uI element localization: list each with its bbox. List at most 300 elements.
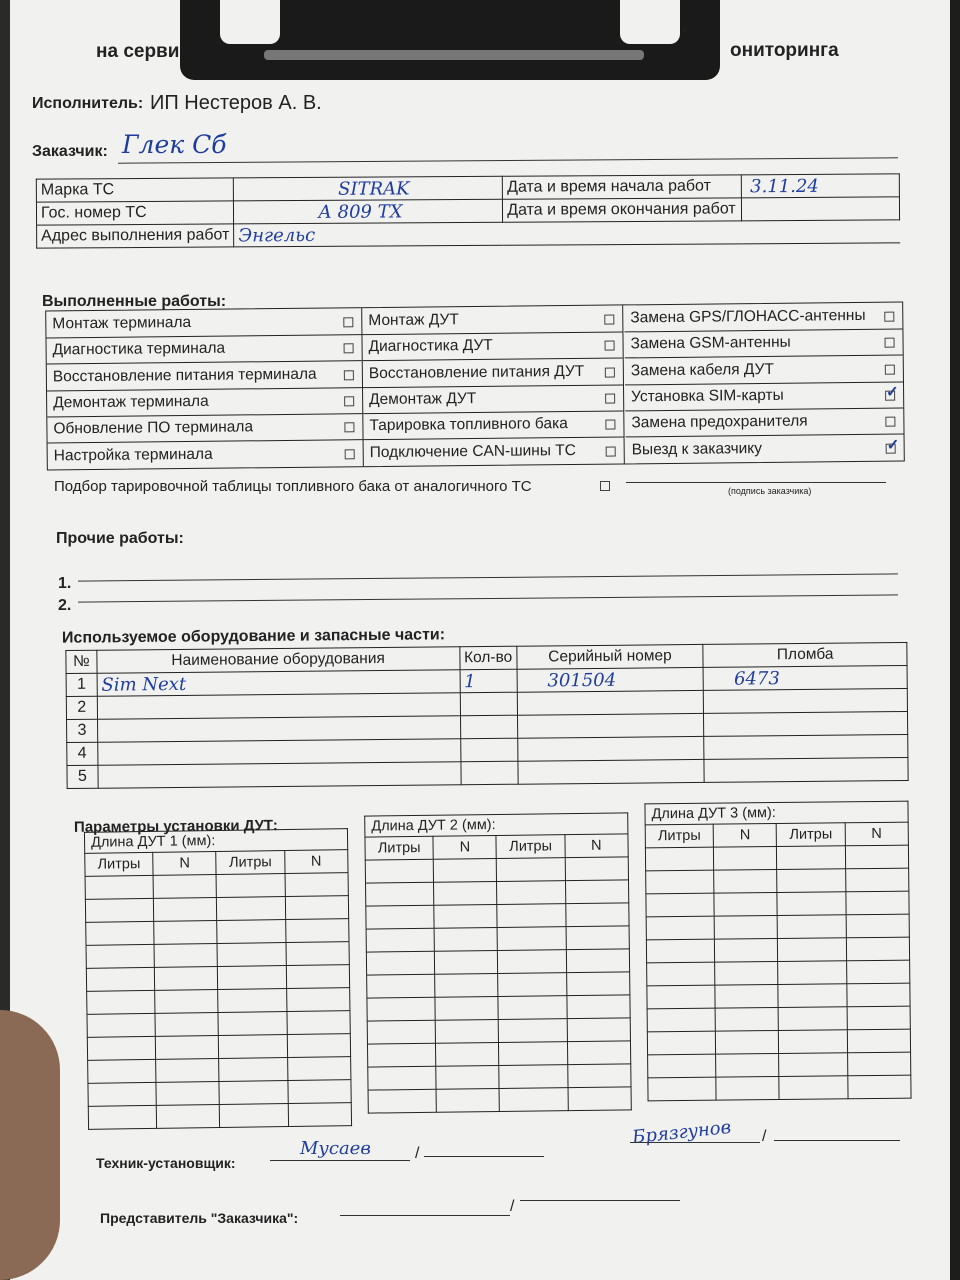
dut-title: Параметры установки ДУТ: [73,817,278,836]
equipment-cell: 1 [66,673,97,696]
dut-cell[interactable] [218,966,286,990]
work-item-checkbox[interactable] [344,396,354,406]
dut-cell[interactable] [566,949,630,973]
dut-cell[interactable] [155,1012,219,1036]
dut-cell[interactable] [846,891,910,915]
table-row [647,1029,910,1055]
work-item [362,332,622,362]
work-item-label: Установка SIM-карты [631,386,784,406]
work-item-label: Обновление ПО терминала [53,418,254,438]
work-item-label: Подключение CAN-шины ТС [369,441,577,461]
dut-cell[interactable] [367,974,435,998]
dut-table [644,801,911,1102]
works-grid [45,302,905,471]
dut-table [84,828,352,1130]
equipment-header-cell: Кол-во [459,646,516,670]
work-item-checkbox[interactable] [344,370,354,380]
work-item-checkbox[interactable] [344,422,354,432]
title-year-end: . [682,16,688,37]
dut-cell[interactable] [499,1065,567,1089]
equipment-cell[interactable] [517,713,704,738]
rep-label: Представитель "Заказчика": [100,1210,299,1226]
work-item-label: Восстановление питания терминала [52,365,317,386]
equipment-cell[interactable] [704,734,908,759]
dut-cell[interactable] [778,915,846,939]
dut-cell[interactable] [436,1088,500,1112]
table-row [366,949,629,975]
dut-header-cell: Литры [645,824,713,848]
work-item-checkbox[interactable] [344,344,354,354]
work-item-checkbox[interactable] [605,341,615,351]
table-row [367,1041,630,1067]
clip-gap-left [220,0,280,44]
dut-cell[interactable] [778,984,846,1008]
works-title: Выполненные работы: [42,293,227,310]
dut-cell[interactable] [217,920,285,944]
dut-cell[interactable] [366,928,434,952]
dut-cell[interactable] [286,988,350,1012]
equipment-cell[interactable] [460,715,517,739]
dut-cell[interactable] [155,989,219,1013]
equipment-cell[interactable]: 1 [460,669,517,693]
dut-cell[interactable] [220,1104,288,1128]
dut-cell[interactable] [714,870,778,894]
dut-cell[interactable] [565,903,629,927]
dut-cell[interactable] [645,847,713,871]
work-item-checkbox[interactable] [885,338,895,348]
table-row [648,1075,911,1101]
dut-cell[interactable] [285,896,349,920]
dut-cell[interactable] [648,1054,716,1078]
work-item [625,355,903,385]
dut-cell[interactable] [435,996,499,1020]
dut-cell[interactable] [287,1011,351,1035]
brand-value: SITRAK [234,176,503,201]
equipment-cell[interactable]: 6473 [703,665,907,690]
work-item-checkbox[interactable] [884,312,894,322]
dut-cell[interactable] [87,1036,155,1060]
dut-cell[interactable] [88,1105,156,1129]
work-item [626,434,904,463]
work-item-checkbox[interactable] [885,390,895,400]
dut-cell[interactable] [86,967,154,991]
dut-cell[interactable] [715,1007,779,1031]
rep-sign-line[interactable] [340,1215,510,1216]
dut-cell[interactable] [285,919,349,943]
dut-cell[interactable] [567,995,631,1019]
work-item-checkbox[interactable] [885,364,895,374]
title-line-2-end: ониторинга [730,40,839,61]
dut-cell[interactable] [288,1103,352,1127]
table-row [368,1087,631,1113]
dut-cell[interactable] [219,1081,287,1105]
dut-cell[interactable] [499,1019,567,1043]
dut-cell[interactable] [568,1087,632,1111]
work-item-checkbox[interactable] [605,367,615,377]
dut-cell[interactable] [218,989,286,1013]
dut-cell[interactable] [845,845,909,869]
table-row [646,914,909,940]
plate-value: А 809 ТХ [234,199,503,224]
dut-cell[interactable] [219,1035,287,1059]
tech-label: Техник-установщик: [96,1155,236,1171]
dut-cell[interactable] [647,985,715,1009]
dut-cell[interactable] [365,859,433,883]
dut-cell[interactable] [86,944,154,968]
dut-cell[interactable] [367,1043,435,1067]
dut-cell[interactable] [847,1029,911,1053]
other-line-1-num: 1. [58,575,72,592]
work-item-label: Восстановление питания ДУТ [368,362,585,382]
clipboard-clip [180,0,720,80]
table-row [648,1052,911,1078]
dut-cell[interactable] [779,1076,847,1100]
dut-cell[interactable] [85,875,153,899]
brand-label: Марка ТС [36,178,233,202]
dut-cell[interactable] [779,1007,847,1031]
equipment-cell[interactable] [704,711,908,736]
dut-cell[interactable] [567,1018,631,1042]
work-item [47,413,362,443]
dut-cell[interactable] [779,1030,847,1054]
table-row [646,868,909,894]
equipment-header-cell: Пломба [703,642,907,667]
dut-cell[interactable] [287,1057,351,1081]
end-value [742,197,900,221]
dut-cell[interactable] [777,869,845,893]
table-row [367,995,630,1021]
dut-cell[interactable] [567,1064,631,1088]
dut-cell[interactable] [497,881,565,905]
tech-slash-2: / [762,1128,767,1145]
dut-cell[interactable] [716,1053,780,1077]
equipment-cell[interactable]: 301504 [517,667,704,692]
other-line-2-num: 2. [58,597,72,614]
other-line-2[interactable] [78,594,898,602]
equipment-cell[interactable] [461,761,518,785]
work-item [624,329,902,359]
tech-signature-1: Мусаев [300,1138,371,1159]
start-value: 3.11.24 [742,174,900,198]
work-item-checkbox[interactable] [605,393,615,403]
dut-header-cell: N [153,852,217,876]
dut-cell[interactable] [646,916,714,940]
dut-cell[interactable] [154,921,218,945]
dut-cell[interactable] [434,882,498,906]
work-item [625,381,903,411]
work-item [48,440,363,469]
dut-cell[interactable] [286,965,350,989]
dut-header-cell: N [713,824,777,848]
dut-cell[interactable] [87,1013,155,1037]
dut-cell[interactable] [565,880,629,904]
table-row [367,972,630,998]
dut-cell[interactable] [779,1053,847,1077]
customer-label: Заказчик: [32,143,108,160]
work-item-label: Выезд к заказчику [631,439,763,458]
dut-cell[interactable] [436,1042,500,1066]
equipment-cell: 5 [67,765,98,788]
tech-name-line-2 [774,1140,900,1141]
tech-name-line-1 [424,1156,544,1157]
dut-cell[interactable] [156,1058,220,1082]
dut-cell[interactable] [219,1058,287,1082]
dut-cell[interactable] [715,984,779,1008]
equipment-cell: 4 [67,742,98,765]
work-item [625,408,903,438]
dut-header-cell: N [433,836,497,860]
dut-cell[interactable] [647,1008,715,1032]
dut-cell[interactable] [715,961,779,985]
dut-cell[interactable] [153,875,217,899]
clip-gap-right [620,0,680,44]
equipment-cell[interactable]: Sim Next [97,670,460,696]
equipment-cell[interactable] [517,690,704,715]
dut-cell[interactable] [499,1042,567,1066]
table-row [366,926,629,952]
equipment-cell[interactable] [704,688,908,713]
dut-cell[interactable] [716,1076,780,1100]
dut-cell[interactable] [87,990,155,1014]
tech-sign-line-2 [630,1142,760,1143]
dut-cell[interactable] [217,943,285,967]
dut-cell[interactable] [217,897,285,921]
work-item-label: Замена предохранителя [631,412,808,432]
work-item-label: Монтаж терминала [52,313,192,333]
dut-cell[interactable] [88,1059,156,1083]
equipment-cell[interactable] [98,762,461,788]
table-row [646,937,909,963]
dut-cell[interactable] [498,973,566,997]
work-item-checkbox[interactable] [605,420,615,430]
dut-cell[interactable] [497,904,565,928]
thumb [0,1010,60,1280]
other-works-title: Прочие работы: [56,530,184,547]
equipment-cell[interactable] [460,738,517,762]
rep-name-line[interactable] [520,1200,680,1201]
dut-header-cell: N [284,850,348,874]
dut-table-title: Длина ДУТ 3 (мм): [644,801,908,825]
equipment-header-cell: Серийный номер [517,644,704,669]
equipment-cell[interactable] [97,716,460,742]
dut-cell[interactable] [368,1089,436,1113]
dut-cell[interactable] [567,1041,631,1065]
work-item-label: Демонтаж терминала [53,392,209,412]
dut-cell[interactable] [778,938,846,962]
dut-cell[interactable] [846,983,910,1007]
table-row [366,880,629,906]
dut-cell[interactable] [846,914,910,938]
dut-cell[interactable] [156,1104,220,1128]
dut-cell[interactable] [498,950,566,974]
dut-header-cell: Литры [496,835,564,859]
table-row [647,983,910,1009]
work-item-label: Настройка терминала [53,445,213,464]
work-item [363,384,623,414]
end-label: Дата и время окончания работ [503,198,742,222]
work-item [363,411,623,441]
rep-slash: / [510,1198,515,1215]
dut-header-cell: Литры [365,836,433,860]
dut-cell[interactable] [714,893,778,917]
dut-cell[interactable] [435,973,499,997]
dut-table-title: Длина ДУТ 2 (мм): [364,812,628,836]
table-row [368,1064,631,1090]
extra-work-checkbox[interactable] [600,481,610,491]
work-item-checkbox[interactable] [343,317,353,327]
dut-cell[interactable] [646,939,714,963]
dut-cell[interactable] [434,905,498,929]
executor-value: ИП Нестеров А. В. [150,92,322,114]
dut-cell[interactable] [154,944,218,968]
dut-cell[interactable] [714,916,778,940]
dut-cell[interactable] [845,868,909,892]
dut-cell[interactable] [156,1081,220,1105]
work-item [47,387,362,417]
work-order-sheet [10,0,950,1280]
equipment-header-cell: Наименование оборудования [97,647,460,673]
work-item-label: Замена кабеля ДУТ [630,360,774,379]
work-item [363,358,623,388]
table-row [645,845,908,871]
dut-header-cell: Литры [777,823,845,847]
dut-cell[interactable] [155,1035,219,1059]
dut-cell[interactable] [287,1034,351,1058]
address-label: Адрес выполнения работ [37,224,234,248]
dut-cell[interactable] [435,1019,499,1043]
equipment-table [65,642,908,789]
work-item-checkbox[interactable] [606,446,616,456]
dut-cell[interactable] [846,960,910,984]
dut-cell[interactable] [648,1077,716,1101]
equipment-cell: 3 [67,719,98,742]
dut-cell[interactable] [434,951,498,975]
dut-cell[interactable] [367,997,435,1021]
signature-caption: (подпись заказчика) [728,486,812,496]
dut-cell[interactable] [86,921,154,945]
dut-cell[interactable] [434,928,498,952]
dut-cell[interactable] [85,898,153,922]
dut-cell[interactable] [498,927,566,951]
dut-cell[interactable] [847,1052,911,1076]
other-line-1[interactable] [78,573,898,581]
dut-cell[interactable] [847,1006,911,1030]
work-item [46,334,361,364]
work-item-label: Демонтаж ДУТ [369,389,477,408]
work-item-checkbox[interactable] [886,443,896,453]
table-row [88,1103,351,1130]
dut-cell[interactable] [778,961,846,985]
work-item-label: Тарировка топливного бака [369,415,568,435]
address-value: Энгельс [234,220,900,247]
work-item-checkbox[interactable] [885,417,895,427]
equipment-cell[interactable] [460,692,517,716]
table-row [367,1018,630,1044]
dut-cell[interactable] [154,967,218,991]
dut-cell[interactable] [285,873,349,897]
work-item-label: Замена GSM-антенны [630,333,791,353]
dut-cell[interactable] [777,846,845,870]
equipment-cell[interactable] [704,757,908,782]
work-item-checkbox[interactable] [345,449,355,459]
dut-cell[interactable] [154,898,218,922]
dut-cell[interactable] [566,972,630,996]
dut-cell[interactable] [286,942,350,966]
work-item [624,303,902,333]
work-item [47,361,362,391]
equipment-cell[interactable] [518,736,705,761]
work-item-checkbox[interactable] [604,315,614,325]
dut-cell[interactable] [647,962,715,986]
extra-work-label: Подбор тарировочной таблицы топливного бака от аналогичного ТС [54,478,532,495]
dut-cell[interactable] [714,847,778,871]
dut-cell[interactable] [715,1030,779,1054]
customer-underline [118,157,898,163]
dut-header-cell: N [845,822,909,846]
plate-label: Гос. номер ТС [36,201,233,225]
equipment-cell[interactable] [98,739,461,765]
dut-cell[interactable] [647,1031,715,1055]
table-row [647,960,910,986]
dut-cell[interactable] [367,1020,435,1044]
title-line-2-start: на серви [96,41,180,62]
dut-cell[interactable] [218,1012,286,1036]
dut-cell[interactable] [498,996,566,1020]
dut-cell[interactable] [368,1066,436,1090]
dut-cell[interactable] [217,874,285,898]
dut-cell[interactable] [777,892,845,916]
dut-cell[interactable] [288,1080,352,1104]
dut-cell[interactable] [646,893,714,917]
tech-slash-1: / [415,1145,420,1162]
dut-cell[interactable] [565,857,629,881]
work-item [362,305,622,335]
dut-cell[interactable] [847,1075,911,1099]
dut-cell[interactable] [366,905,434,929]
dut-cell[interactable] [646,870,714,894]
equipment-title: Используемое оборудование и запасные части: [61,626,446,647]
customer-value: Глек Сб [122,130,227,159]
work-item-label: Диагностика терминала [52,339,226,359]
equipment-cell: 2 [66,696,97,719]
equipment-cell[interactable] [518,759,705,784]
dut-cell[interactable] [366,951,434,975]
dut-cell[interactable] [436,1065,500,1089]
table-row [365,857,628,883]
dut-cell[interactable] [566,926,630,950]
dut-table-title: Длина ДУТ 1 (мм): [84,828,348,853]
dut-cell[interactable] [88,1082,156,1106]
work-item [364,437,624,466]
dut-cell[interactable] [497,858,565,882]
tech-sign-line-1 [270,1160,410,1161]
dut-cell[interactable] [846,937,910,961]
start-label: Дата и время начала работ [503,175,742,199]
equipment-cell[interactable] [97,693,460,719]
equipment-header-cell: № [66,650,97,673]
work-item-label: Диагностика ДУТ [368,337,493,356]
dut-header-cell: Литры [85,852,153,876]
tech-signature-2: Брязгунов [631,1116,733,1149]
dut-cell[interactable] [366,882,434,906]
dut-cell[interactable] [500,1088,568,1112]
work-item [46,308,361,338]
dut-header-cell: Литры [216,851,284,875]
customer-signature-line [626,482,886,483]
dut-cell[interactable] [433,859,497,883]
dut-table [364,812,632,1113]
dut-cell[interactable] [715,939,779,963]
